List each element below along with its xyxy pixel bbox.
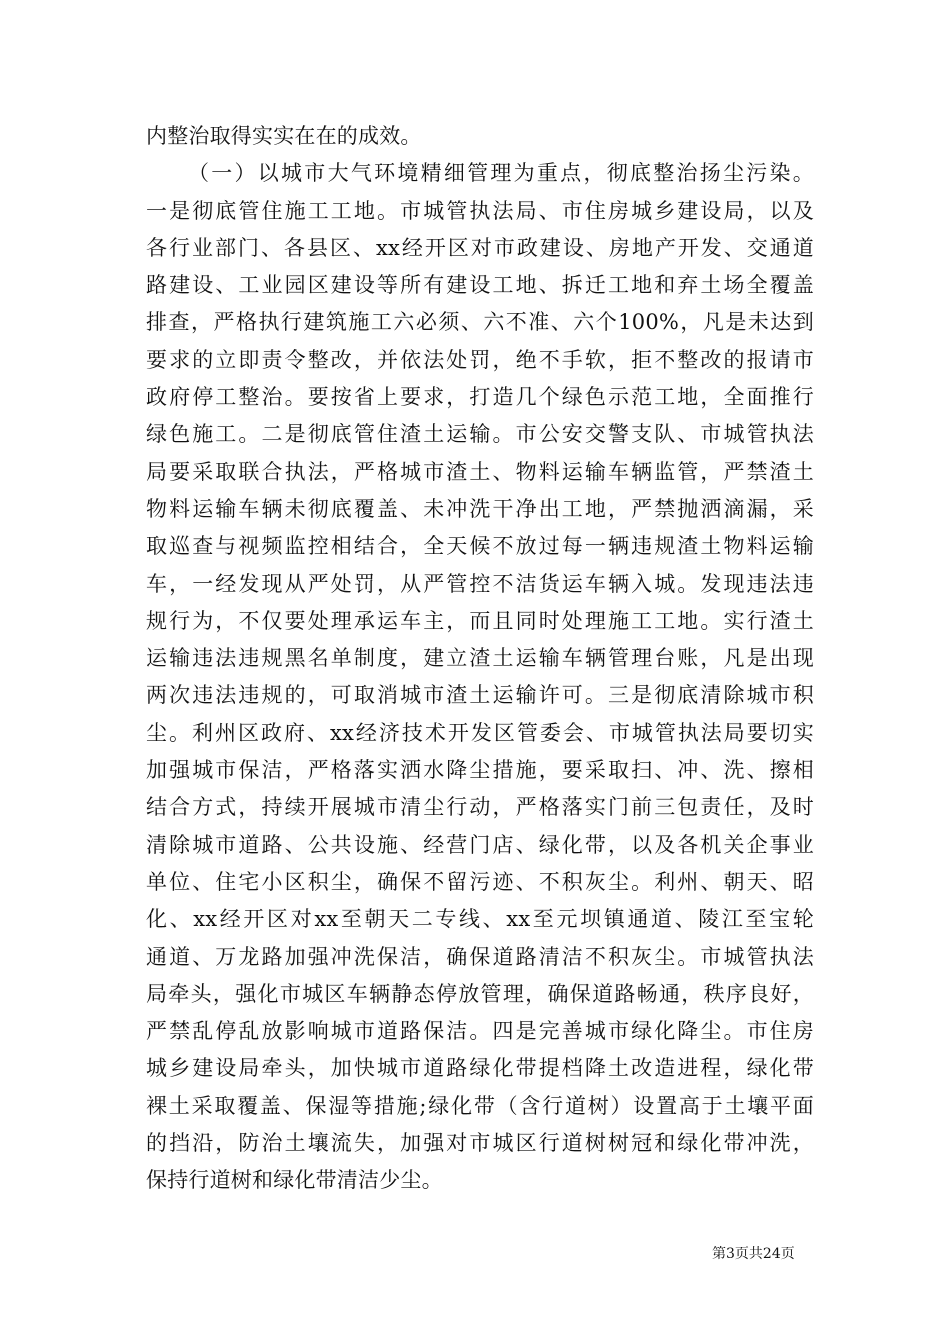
section-heading-line: （一）以城市大气环境精细管理为重点，彻底整治扬尘污染。 [188, 161, 814, 186]
text-line: 物料运输车辆未彻底覆盖、未冲洗干净出工地，严禁抛洒滴漏，采 [146, 496, 814, 521]
text-line: 各行业部门、各县区、xx经开区对市政建设、房地产开发、交通道 [146, 235, 814, 260]
text-line: 严禁乱停乱放影响城市道路保洁。四是完善城市绿化降尘。市住房 [146, 1019, 814, 1044]
text-line: 城乡建设局牵头，加快城市道路绿化带提档降土改造进程，绿化带 [146, 1056, 814, 1081]
text-line: 内整治取得实实在在的成效。 [146, 124, 422, 148]
text-line: 要求的立即责令整改，并依法处罚，绝不手软，拒不整改的报请市 [146, 347, 814, 372]
text-line: 车，一经发现从严处罚，从严管控不洁货运车辆入城。发现违法违 [146, 571, 814, 596]
body-text [146, 118, 814, 1200]
text-line: 路建设、工业园区建设等所有建设工地、拆迁工地和弃土场全覆盖 [146, 273, 814, 298]
page-number: 第3页共24页 [712, 1246, 795, 1262]
text-line: 规行为，不仅要处理承运车主，而且同时处理施工工地。实行渣土 [146, 608, 814, 633]
text-line: 裸土采取覆盖、保湿等措施;绿化带（含行道树）设置高于土壤平面 [146, 1093, 814, 1118]
text-line: 绿色施工。二是彻底管住渣土运输。市公安交警支队、市城管执法 [146, 422, 814, 447]
text-line: 通道、万龙路加强冲洗保洁，确保道路清洁不积灰尘。市城管执法 [146, 944, 814, 969]
text-line: 一是彻底管住施工工地。市城管执法局、市住房城乡建设局，以及 [146, 198, 814, 223]
text-line: 两次违法违规的，可取消城市渣土运输许可。三是彻底清除城市积 [146, 683, 814, 708]
text-line: 政府停工整治。要按省上要求，打造几个绿色示范工地，全面推行 [146, 385, 814, 410]
text-line: 局牵头，强化市城区车辆静态停放管理，确保道路畅通，秩序良好， [146, 981, 814, 1006]
text-line: 保持行道树和绿化带清洁少尘。 [146, 1168, 443, 1193]
text-line: 运输违法违规黑名单制度，建立渣土运输车辆管理台账，凡是出现 [146, 646, 814, 671]
text-line: 单位、住宅小区积尘，确保不留污迹、不积灰尘。利州、朝天、昭 [146, 869, 814, 894]
text-line: 清除城市道路、公共设施、经营门店、绿化带，以及各机关企事业 [146, 832, 814, 857]
text-line: 取巡查与视频监控相结合，全天候不放过每一辆违规渣土物料运输 [146, 534, 814, 559]
text-line: 局要采取联合执法，严格城市渣土、物料运输车辆监管，严禁渣土 [146, 459, 814, 484]
text-line: 排查，严格执行建筑施工六必须、六不准、六个100%，凡是未达到 [146, 310, 814, 335]
text-line: 尘。利州区政府、xx经济技术开发区管委会、市城管执法局要切实 [146, 720, 814, 745]
text-line: 结合方式，持续开展城市清尘行动，严格落实门前三包责任，及时 [146, 795, 814, 820]
text-line: 化、xx经开区对xx至朝天二专线、xx至元坝镇通道、陵江至宝轮 [146, 907, 814, 932]
text-line: 的挡沿，防治土壤流失，加强对市城区行道树树冠和绿化带冲洗， [146, 1131, 814, 1156]
text-line: 加强城市保洁，严格落实洒水降尘措施，要采取扫、冲、洗、擦相 [146, 758, 814, 783]
